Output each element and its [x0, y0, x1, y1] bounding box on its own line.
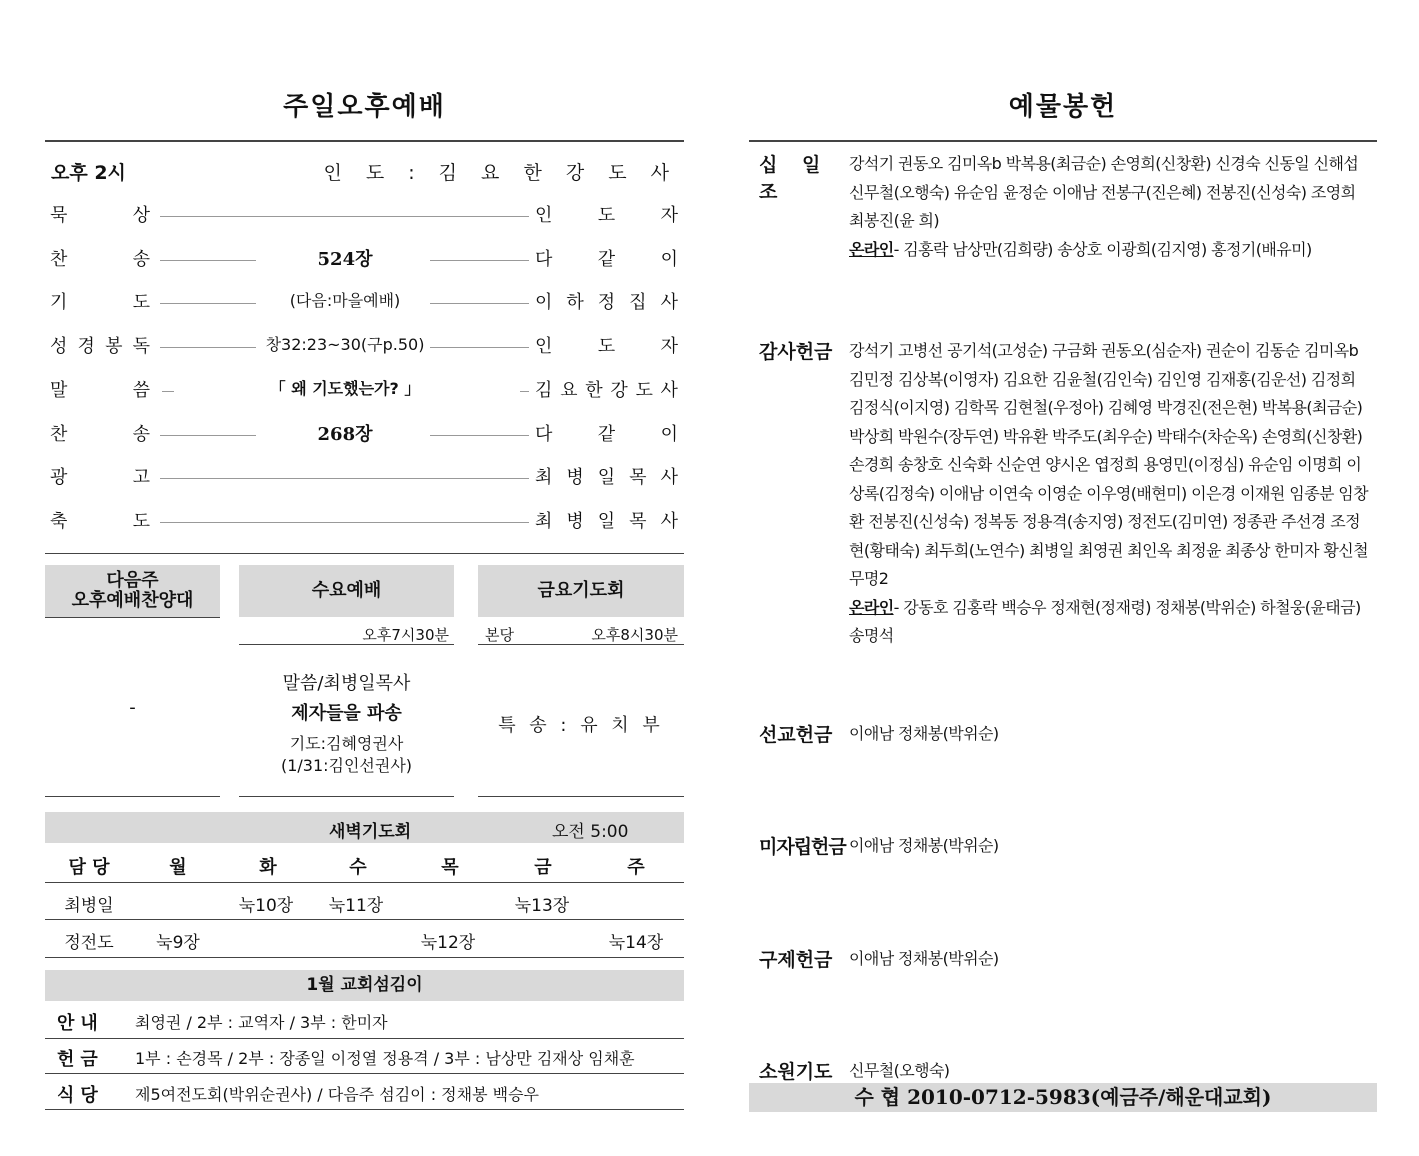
dawn-prayer-time: 오전 5:00 [552, 822, 629, 842]
dawn-prayer-band [45, 812, 684, 843]
offering-label: 감사헌금 [759, 341, 833, 363]
order-detail: 「 왜 기도했는가? 」 [269, 379, 421, 398]
order-person-char: 이 [660, 424, 678, 445]
order-person-char: 같 [597, 249, 616, 270]
care-row-kitchen [45, 1074, 684, 1110]
rule [45, 1109, 684, 1110]
service-leader: 인 도 : 김 요 한 강 도 사 [323, 162, 678, 184]
order-detail: 524장 [317, 249, 373, 270]
table-row [45, 921, 684, 957]
wednesday-speaker: 말씀/최병일목사 [282, 673, 411, 694]
order-label-char: 독 [132, 336, 150, 357]
order-label [50, 420, 150, 446]
dawn-prayer-title: 새벽기도회 [329, 822, 412, 842]
col-header: 월 [169, 857, 187, 878]
choir-header [45, 565, 220, 617]
leader-line [430, 347, 529, 348]
order-person [535, 332, 678, 358]
order-person-char: 자 [660, 336, 678, 357]
rule [478, 644, 684, 645]
wednesday-prayer: 기도:김혜영권사 [289, 734, 404, 753]
table-cell: 눅14장 [608, 933, 664, 953]
order-person-char: 인 [535, 205, 553, 226]
offering-names: 이애남 정채봉(박위순) [849, 724, 999, 743]
order-detail: 창32:23~30(구p.50) [265, 335, 425, 354]
table-cell: 눅13장 [514, 896, 570, 916]
order-person-char: 도 [597, 336, 616, 357]
wednesday-prayer-next: (1/31:김인선권사) [280, 756, 413, 775]
order-label-char: 송 [132, 424, 150, 445]
rule [45, 957, 684, 958]
leader-line [160, 303, 256, 304]
afternoon-service-title: 주일오후예배 [283, 92, 446, 122]
order-person-char: 다 [535, 424, 553, 445]
offering-names: 이애남 정채봉(박위순) [849, 949, 999, 968]
rule [45, 882, 684, 883]
names-text: 강석기 권동오 김미옥b 박복용(최금순) 손영희(신창환) 신경숙 신동일 신해섭 신무철(오행숙) 유순임 윤정순 이애남 전봉구(진은혜) 전봉진(신성숙) 조영희 최봉진(윤 희) [849, 154, 1359, 230]
order-person-char: 병 [566, 511, 584, 532]
leader-line [160, 435, 256, 436]
order-row [50, 463, 680, 493]
leader-line [160, 522, 529, 523]
choir-title-line2: 오후예배찬양대 [71, 590, 194, 611]
rule [239, 644, 454, 645]
order-person-char: 사 [660, 292, 678, 313]
order-person-char: 김 [535, 380, 553, 401]
leader-line [430, 435, 529, 436]
order-label-char: 찬 [50, 424, 68, 445]
names-text: 강석기 고병선 공기석(고성순) 구금화 권동오(심순자) 권순이 김동순 김미옥b 김민정 김상복(이영자) 김요한 김윤철(김인숙) 김인영 김재홍(김운선) 김정희 김정식(이지영) 김학목 김현철(우정아) 김혜영 박경진(전은현) 박복용(최금순) 박상희 박원수(장두연) 박유환 박주도(최우순) 박태수(차순옥) 손영희(신창환) 손경희 송창호 신숙화 신순연 양시온 엽정희 용영민(이정심) 유순임 이명희 이상록(김정숙) 이애남 이연숙 이영순 이우영(배현미) 이은경 이재원 임종분 임창환 전봉진(신성숙) 정복동 정용격(송지영) 정전도(김미연) 정종관 주선경 조정현(황태숙) 최두희(노연수) 최병일 최영권 최인옥 최정윤 최종상 한미자 황신철 무명2 [849, 341, 1368, 588]
order-person-char: 이 [660, 249, 678, 270]
offering-names: 이애남 정채봉(박위순) [849, 836, 999, 855]
col-header: 수 [349, 857, 367, 878]
offering-label: 십 일 조 [759, 154, 830, 203]
order-label-char: 씀 [132, 380, 150, 401]
order-row [50, 201, 680, 231]
order-person-char: 병 [566, 467, 584, 488]
offering-label: 구제헌금 [759, 949, 833, 971]
order-person-char: 정 [597, 292, 616, 313]
order-person [535, 420, 678, 446]
order-person-char: 사 [660, 467, 678, 488]
order-person-char: 목 [629, 511, 647, 532]
col-header: 담 당 [68, 857, 110, 878]
table-row [45, 884, 684, 920]
order-person-char: 도 [635, 380, 653, 401]
wednesday-time: 오후7시30분 [362, 626, 449, 644]
order-person-char: 강 [610, 380, 628, 401]
choir-title-line1: 다음주 [106, 570, 159, 591]
care-row-guide [45, 1002, 684, 1038]
order-person [535, 376, 678, 402]
order-person [535, 245, 678, 271]
order-person-char: 요 [560, 380, 578, 401]
order-person-char: 인 [535, 336, 553, 357]
dawn-table-header [45, 847, 684, 883]
offering-names: 강석기 권동오 김미옥b 박복용(최금순) 손영희(신창환) 신경숙 신동일 신해섭 신무철(오행숙) 유순임 윤정순 이애남 전봉구(진은혜) 전봉진(신성숙) 조영희 최봉진(윤 희) 온라인- 김홍락 남상만(김희량) 송상호 이광희(김지영) 홍정기(배유미) [849, 154, 1359, 259]
order-person [535, 201, 678, 227]
order-row [50, 420, 680, 450]
care-label: 안내 [57, 1013, 104, 1034]
table-cell: 눅11장 [328, 896, 384, 916]
rule [45, 617, 220, 618]
online-names: 강동호 김홍락 백승우 정재현(정재령) 정채봉(박위순) 하철웅(윤태금) 송명석 [849, 597, 1361, 645]
order-person-char: 집 [629, 292, 647, 313]
wednesday-service-header: 수요예배 [239, 565, 454, 617]
order-label-char: 도 [132, 511, 150, 532]
order-label-char: 기 [50, 292, 68, 313]
order-person-char: 최 [535, 467, 553, 488]
col-header: 목 [441, 857, 459, 878]
offering-label: 미자립헌금 [759, 836, 846, 858]
leader-line [160, 347, 256, 348]
table-cell: 정전도 [64, 933, 114, 953]
order-label-char: 상 [132, 205, 150, 226]
order-label-char: 경 [77, 336, 95, 357]
online-label: 온라인 [849, 239, 894, 259]
divider [45, 553, 684, 554]
friday-prayer-header: 금요기도회 [478, 565, 684, 617]
leader-line [160, 260, 256, 261]
order-detail: (다음:마을예배) [289, 291, 401, 310]
order-label [50, 507, 150, 533]
online-names: 김홍락 남상만(김희량) 송상호 이광희(김지영) 홍정기(배유미) [903, 239, 1312, 259]
order-person-char: 도 [597, 205, 616, 226]
order-row [50, 332, 680, 362]
leader-line [520, 391, 529, 392]
choir-content: - [129, 697, 136, 718]
care-value: 최영권 / 2부 : 교역자 / 3부 : 한미자 [135, 1013, 388, 1032]
care-label: 식당 [57, 1085, 104, 1106]
order-detail: 268장 [317, 424, 373, 445]
care-value: 제5여전도회(박위순권사) / 다음주 섬김이 : 정채봉 백승우 [135, 1085, 539, 1104]
order-label [50, 201, 150, 227]
rule [478, 796, 684, 797]
order-label-char: 봉 [105, 336, 123, 357]
order-label [50, 288, 150, 314]
offering-names: 강석기 고병선 공기석(고성순) 구금화 권동오(심순자) 권순이 김동순 김미옥b 김민정 김상복(이영자) 김요한 김윤철(김인숙) 김인영 김재홍(김운선) 김정희 김정식(이지영) 김학목 김현철(우정아) 김혜영 박경진(전은현) 박복용(최금순) 박상희 박원수(장두연) 박유환 박주도(최우순) 박태수(차순옥) 손영희(신창환) 손경희 송창호 신숙화 신순연 양시온 엽정희 용영민(이정심) 유순임 이명희 이상록(김정숙) 이애남 이연숙 이영순 이우영(배현미) 이은경 이재원 임종분 임창환 전봉진(신성숙) 정복동 정용격(송지영) 정전도(김미연) 정종관 주선경 조정현(황태숙) 최두희(노연수) 최병일 최영권 최인옥 최정윤 최종상 한미자 황신철 무명2 온라인- 강동호 김홍락 백승우 정재현(정재령) 정채봉(박위순) 하철웅(윤태금) 송명석 [849, 341, 1368, 645]
order-person-char: 하 [566, 292, 584, 313]
order-person [535, 463, 678, 489]
order-label-char: 찬 [50, 249, 68, 270]
leader-line [430, 303, 529, 304]
table-cell: 눅10장 [238, 896, 294, 916]
order-person-char: 최 [535, 511, 553, 532]
order-label-char: 광 [50, 467, 68, 488]
leader-line [430, 260, 529, 261]
order-label-char: 도 [132, 292, 150, 313]
order-label-char: 축 [50, 511, 68, 532]
title-rule [749, 140, 1377, 142]
order-row [50, 288, 680, 318]
care-team-title: 1월 교회섬김이 [45, 970, 684, 1001]
order-label [50, 376, 150, 402]
leader-line [160, 478, 529, 479]
service-time-row [51, 158, 678, 188]
order-person-char: 목 [629, 467, 647, 488]
order-label-char: 고 [132, 467, 150, 488]
bank-account: 수 협 2010-0712-5983(예금주/해운대교회) [749, 1083, 1377, 1112]
rule [239, 796, 454, 797]
leader-line [160, 216, 529, 217]
friday-time: 오후8시30분 [591, 626, 678, 644]
leader-line [162, 391, 174, 392]
care-label: 헌금 [57, 1049, 104, 1070]
service-time: 오후 2시 [51, 162, 126, 184]
order-label [50, 332, 150, 358]
order-person-char: 사 [660, 380, 678, 401]
title-rule [45, 140, 684, 142]
order-person-char: 일 [597, 511, 616, 532]
order-person-char: 일 [597, 467, 616, 488]
order-person-char: 이 [535, 292, 553, 313]
table-cell: 눅12장 [420, 933, 476, 953]
care-value: 1부 : 손경목 / 2부 : 장종일 이정열 정용격 / 3부 : 남상만 김재상 임채훈 [135, 1049, 635, 1068]
order-label-char: 성 [50, 336, 68, 357]
order-label-char: 말 [50, 380, 68, 401]
order-person-char: 자 [660, 205, 678, 226]
wednesday-sermon: 제자들을 파송 [291, 703, 402, 724]
order-label [50, 245, 150, 271]
col-header: 화 [259, 857, 277, 878]
table-cell: 최병일 [64, 896, 114, 916]
offering-label: 소원기도 [759, 1061, 833, 1083]
order-person [535, 288, 678, 314]
order-row [50, 507, 680, 537]
friday-special-song: 특 송 : 유 치 부 [498, 715, 664, 736]
col-header: 금 [534, 857, 552, 878]
order-row [50, 376, 680, 406]
rule [45, 796, 220, 797]
order-row [50, 245, 680, 275]
offering-label: 선교헌금 [759, 724, 833, 746]
friday-place: 본당 [485, 626, 514, 644]
offering-title: 예물봉헌 [1008, 92, 1118, 122]
col-header: 주 [627, 857, 645, 878]
offering-names: 신무철(오행숙) [849, 1061, 950, 1080]
order-person-char: 한 [585, 380, 603, 401]
order-label [50, 463, 150, 489]
order-label-char: 묵 [50, 205, 68, 226]
order-person-char: 같 [597, 424, 616, 445]
order-person-char: 사 [660, 511, 678, 532]
order-person-char: 다 [535, 249, 553, 270]
order-label-char: 송 [132, 249, 150, 270]
rule [45, 919, 684, 920]
order-person [535, 507, 678, 533]
table-cell: 눅9장 [156, 933, 200, 953]
online-label: 온라인 [849, 597, 894, 617]
care-row-offering [45, 1038, 684, 1074]
